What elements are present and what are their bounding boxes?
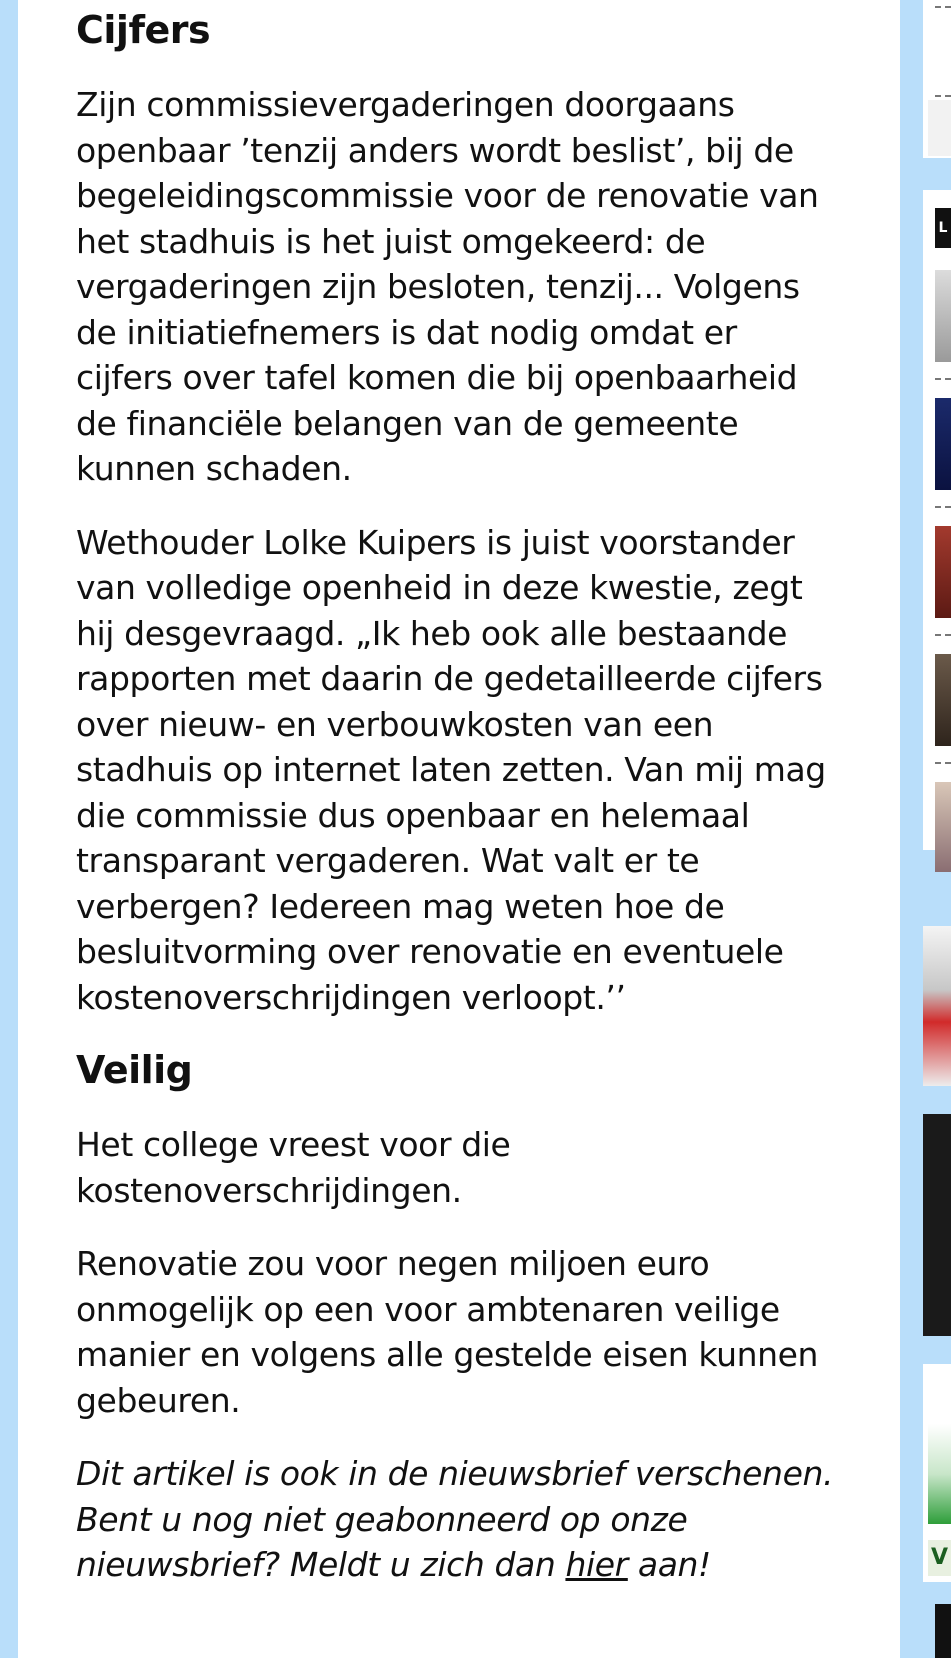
article-paragraph-3: Het college vreest voor die kostenoverschrijdingen. [76,1125,511,1210]
section-heading-cijfers: Cijfers [76,8,211,52]
divider [935,95,951,97]
article-body [18,0,900,1658]
divider [935,506,951,508]
newsletter-note-prefix: Dit artikel is ook in de nieuwsbrief verschenen. Bent u nog niet geabonneerd op onze nieuwsbrief? Meldt u zich dan [76,1454,834,1584]
newsletter-note-suffix: aan! [627,1545,711,1584]
sidebar-news-list [923,190,951,850]
section-heading-veilig: Veilig [76,1048,193,1092]
sidebar-tag: L [935,208,951,248]
news-thumbnail[interactable] [935,526,951,618]
divider [935,378,951,380]
newsletter-note [76,1451,840,1588]
sidebar-card-bottom [923,1364,951,1582]
sidebar-ad[interactable] [923,926,951,1086]
sidebar-ad-dark[interactable] [923,1114,951,1336]
news-thumbnail[interactable] [935,654,951,746]
article-paragraph-2: Wethouder Lolke Kuipers is juist voorstander van volledige openheid in deze kwestie, zegt hij desgevraagd. „Ik heb ook alle bestaande rapporten met daarin de gedetailleerde cijfers over nieuw- en verbouwkosten van een stadhuis op internet laten zetten. Van mij mag die commissie dus openbaar en helemaal transparant vergaderen. Wat valt er te verbergen? Iedereen mag weten hoe de besluitvorming over renovatie en eventuele kostenoverschrijdingen verloopt.’’ [76,522,826,1017]
sidebar-card-top [923,0,951,158]
divider [935,634,951,636]
promo-image[interactable] [928,1424,951,1524]
thumbnail[interactable] [928,100,951,156]
news-thumbnail[interactable] [935,398,951,490]
newsletter-signup-link[interactable]: hier [565,1545,628,1584]
divider [935,762,951,764]
divider [935,6,951,8]
news-thumbnail[interactable] [935,270,951,362]
sidebar [901,0,951,1658]
promo-label: V [928,1540,951,1576]
article-paragraph-1: Zijn commissievergaderingen doorgaans openbaar ’tenzij anders wordt beslist’, bij de begeleidingscommissie voor de renovatie van het stadhuis is het juist omgekeerd: de vergaderingen zijn besloten, tenzij... Volgens de initiatiefnemers is dat nodig omdat er cijfers over tafel komen die bij openbaarheid de financiële belangen van de gemeente kunnen schaden. [76,85,819,488]
article-paragraph-4: Renovatie zou voor negen miljoen euro onmogelijk op een voor ambtenaren veilige manier en volgens alle gestelde eisen kunnen gebeuren. [76,1244,819,1420]
news-thumbnail[interactable] [935,782,951,872]
sidebar-tag-bottom [935,1604,951,1658]
